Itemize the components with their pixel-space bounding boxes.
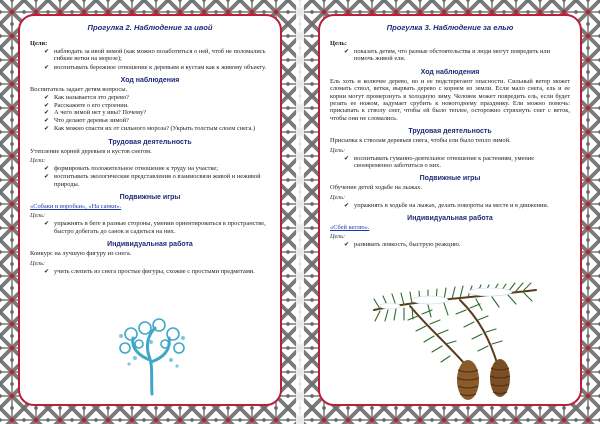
card-willow-walk [18, 14, 282, 406]
list-item: ✔ упражнять в беге в разные стороны, умении ориентироваться в пространстве, быстро добегать до санок и садиться на них. [44, 220, 270, 235]
individual-goals-list [344, 241, 570, 248]
section-title-individual: Индивидуальная работа [407, 215, 493, 223]
section-title-labor: Трудовая деятельность [408, 128, 492, 136]
list-item: ✔ А чего зимой нет у ивы? Почему? [44, 109, 270, 116]
list-item: ✔ упражнять в ходьбе на лыжах, делать повороты на месте и в движении. [344, 202, 570, 209]
pine-branch-illustration [370, 270, 540, 402]
pine-cone-left [457, 360, 479, 400]
page-divider [296, 0, 304, 424]
individual-goals-list [44, 268, 270, 275]
labor-goal-label: Цель: [330, 146, 346, 154]
section-title-labor: Трудовая деятельность [108, 138, 192, 146]
labor-text: Утепление корней деревьев и кустов снегом. [30, 147, 152, 155]
card-spruce-walk [318, 14, 582, 406]
section-title-observation: Ход наблюдения [420, 68, 480, 76]
games-text: Обучение детей ходьбе на лыжах. [330, 184, 422, 192]
list-item: ✔ Как называется это дерево? [44, 94, 270, 101]
games-goal-label: Цель: [330, 193, 346, 201]
list-item: ✔ воспитывать экологические представления о взаимосвязи живой и неживой природы. [44, 173, 270, 188]
list-item: ✔ развивать ловкость, быструю реакцию. [344, 241, 570, 248]
individual-goal-label: Цель: [330, 233, 346, 241]
games-goals-list [344, 202, 570, 209]
games-goal-label: Цель: [30, 212, 46, 220]
questions-list [44, 94, 270, 133]
winter-tree-illustration [115, 316, 189, 396]
page-title: Прогулка 3. Наблюдение за елью [386, 23, 514, 32]
list-item: ✔ учить слепить из снега простые фигуры, схожие с простыми предметами. [44, 268, 270, 275]
list-item: ✔ Расскажите о его строении. [44, 102, 270, 109]
list-item: ✔ Что делают деревья зимой? [44, 117, 270, 124]
games-goals-list [44, 220, 270, 235]
list-item: ✔ наблюдать за ивой зимой (как можно позаботиться о ней, чтоб не поломались гибкие ветки на морозе); [44, 48, 270, 63]
labor-goals-list [44, 165, 270, 188]
list-item: ✔ воспитывать бережное отношение к деревьям и кустам как к живому объекту. [44, 64, 270, 71]
observation-intro: Воспитатель задает детям вопросы. [30, 86, 128, 94]
goals-list [44, 48, 270, 71]
section-title-games: Подвижные игры [119, 194, 181, 202]
individual-text: Конкурс на лучшую фигуру из снега. [30, 250, 132, 258]
labor-text: Приcыпка к стволам деревьев снега, чтобы ели было тепло зимой. [330, 137, 511, 145]
goal-label: Цель: [330, 40, 347, 47]
games-link[interactable]: «Собаки и воробьи», «На санки». [30, 203, 122, 211]
labor-goals-label: Цели: [30, 157, 46, 165]
individual-goal-label: Цель: [30, 259, 46, 267]
pine-cone-right [490, 359, 510, 397]
list-item: ✔ формировать положительное отношение к труду на участке; [44, 165, 270, 172]
individual-link[interactable]: «Сбей кеглю». [330, 224, 370, 232]
labor-goals-list [344, 155, 570, 170]
goals-list [344, 48, 570, 63]
section-title-observation: Ход наблюдения [120, 77, 180, 85]
list-item: ✔ Как можно спасти их от сильного мороза? (Укрыть толстым слоем снега.) [44, 125, 270, 132]
section-title-individual: Индивидуальная работа [107, 241, 193, 249]
observation-text: Ель хоть и колючее дерево, но и ее подстерегают опасности. Сильный ветер может сломать ствол, ветки, вырвать дерево с корнем из земли. Если мало снега, ель и ее корни могут промерзнуть в холодную зиму. Человек может повредить ель, если будет резать ее ножом, задумает срубить к новогоднему празднику. Ели можно помочь: присыпать к стволу снег, чтобы ей было теплее, осторожно стряхнуть снег с веток, чтобы они не сломались. [330, 77, 570, 122]
list-item: ✔ показать детям, что разные обстоятельства и люди могут повредить или помочь живой ели. [344, 48, 570, 63]
goals-label: Цели: [30, 40, 48, 47]
page-title: Прогулка 2. Наблюдение за ивой [87, 23, 213, 32]
section-title-games: Подвижные игры [419, 175, 481, 183]
list-item: ✔ воспитывать гуманно-деятельное отношение к растениям, умение своевременно заботиться о них. [344, 155, 570, 170]
